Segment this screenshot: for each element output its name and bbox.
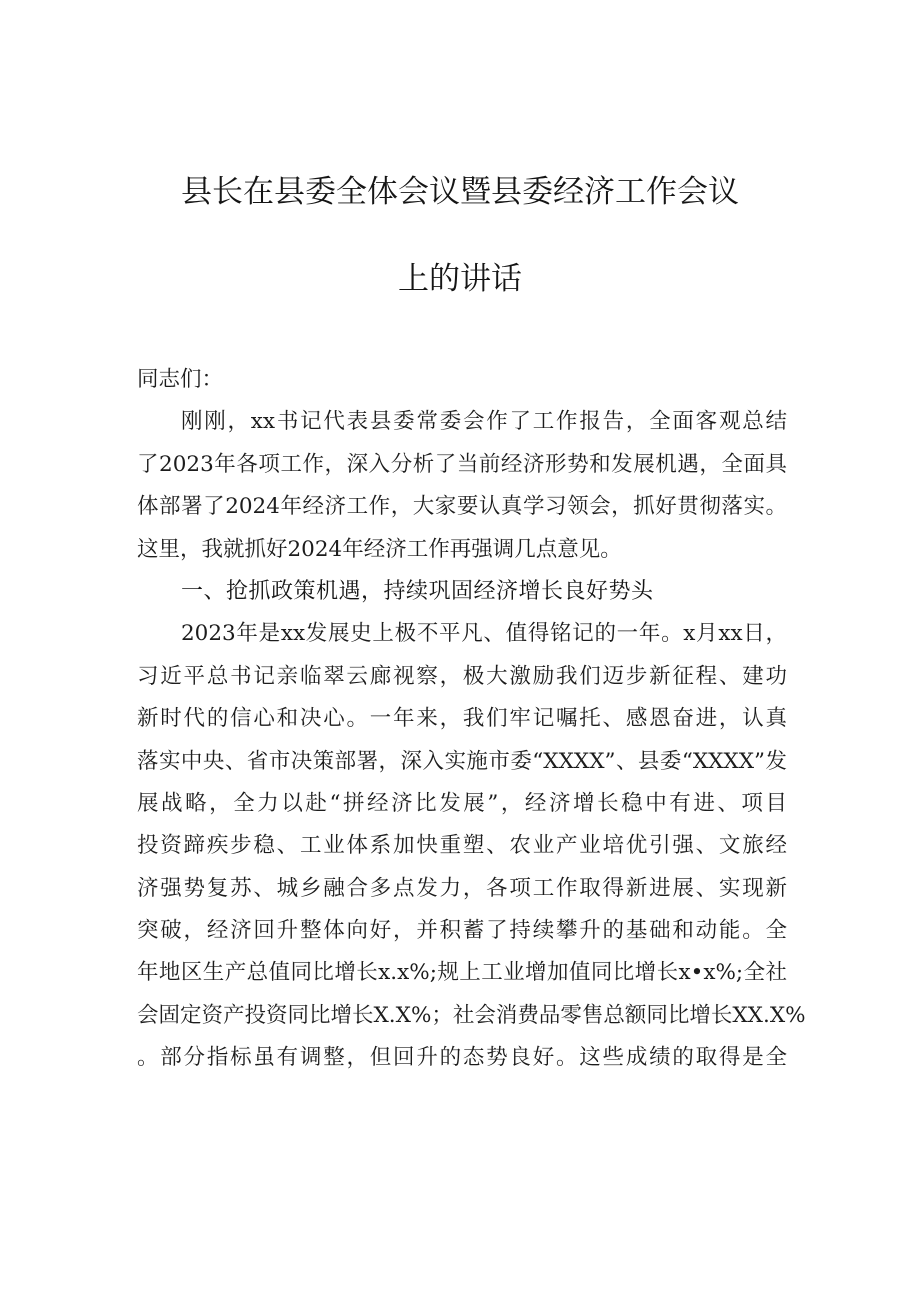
paragraph-line: 了2023年各项工作，深入分析了当前经济形势和发展机遇，全面具 xyxy=(137,451,787,477)
paragraph-line: 新时代的信心和决心。一年来，我们牢记嘱托、感恩奋进，认真 xyxy=(137,706,787,732)
paragraph-line: 济强势复苏、城乡融合多点发力，各项工作取得新进展、实现新 xyxy=(137,875,787,901)
paragraph-line: 年地区生产总值同比增长x.x%;规上工业增加值同比增长x•x%;全社 xyxy=(137,960,787,986)
document-title-line-1: 县长在县委全体会议暨县委经济工作会议 xyxy=(181,174,739,210)
paragraph-line: 这里，我就抓好2024年经济工作再强调几点意见。 xyxy=(137,536,622,562)
paragraph-line: 习近平总书记亲临翠云廊视察，极大激励我们迈步新征程、建功 xyxy=(137,663,787,689)
paragraph-line: 投资蹄疾步稳、工业体系加快重塑、农业产业培优引强、文旅经 xyxy=(137,833,787,859)
paragraph-2 xyxy=(137,613,806,1079)
document-body xyxy=(137,359,806,1080)
paragraph-line: 刚刚，xx书记代表县委常委会作了工作报告，全面客观总结 xyxy=(181,409,787,435)
paragraph-line: 。部分指标虽有调整，但回升的态势良好。这些成绩的取得是全 xyxy=(137,1045,787,1071)
greeting: 同志们： xyxy=(137,367,224,392)
document-title-line-2: 上的讲话 xyxy=(398,261,522,297)
paragraph-line: 落实中央、省市决策部署，深入实施市委“XXXX”、县委“XXXX”发 xyxy=(137,748,787,774)
paragraph-line: 突破，经济回升整体向好，并积蓄了持续攀升的基础和动能。全 xyxy=(137,918,787,944)
paragraph-line: 体部署了2024年经济工作，大家要认真学习领会，抓好贯彻落实。 xyxy=(137,494,787,520)
paragraph-1 xyxy=(137,401,787,571)
paragraph-line: 会固定资产投资同比增长X.X%；社会消费品零售总额同比增长XX.X% xyxy=(137,1002,806,1028)
paragraph-line: 2023年是xx发展史上极不平凡、值得铭记的一年。x月xx日， xyxy=(181,621,787,647)
paragraph-line: 展战略，全力以赴“拼经济比发展”，经济增长稳中有进、项目 xyxy=(137,790,787,816)
section-heading: 一、抢抓政策机遇，持续巩固经济增长良好势头 xyxy=(181,578,654,604)
